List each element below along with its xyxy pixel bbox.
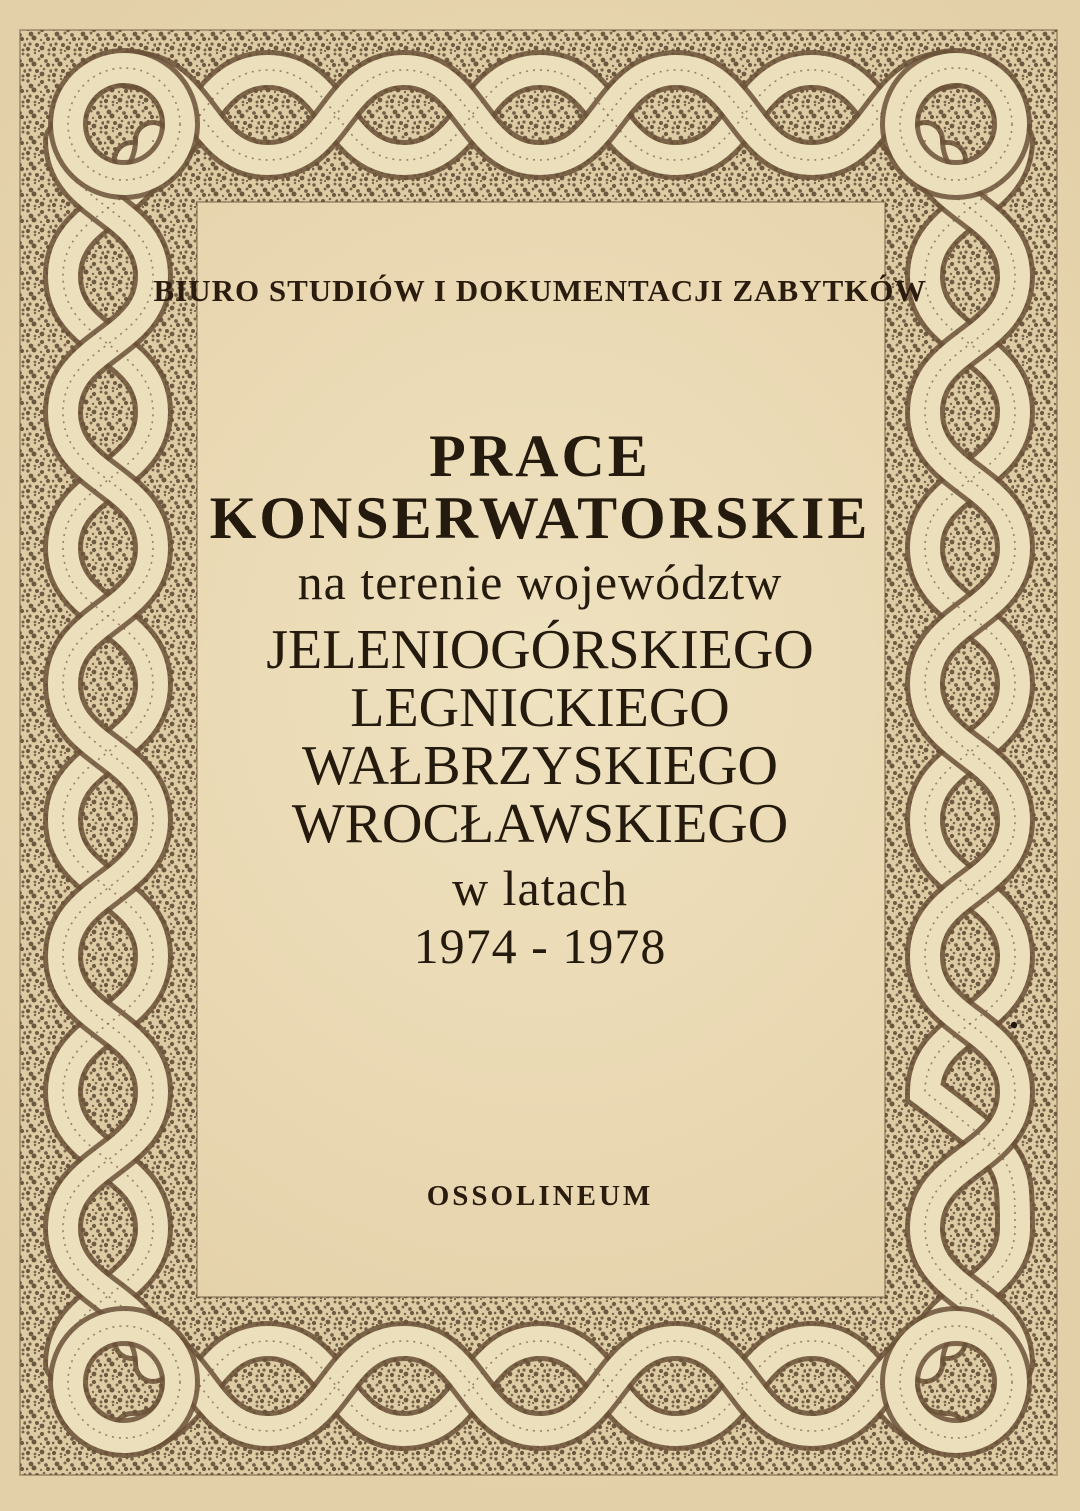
title-line-1: PRACE xyxy=(429,423,651,489)
title-block xyxy=(0,425,1080,975)
title-range-prefix: w latach xyxy=(452,860,628,916)
publisher-bottom: OSSOLINEUM xyxy=(426,1180,654,1212)
title-subtitle: na terenie województw xyxy=(297,554,783,610)
title-line-2: KONSERWATORSKIE xyxy=(209,485,871,551)
region-walbrzyskiego: WAŁBRZYSKIEGO xyxy=(302,735,778,797)
region-wroclawskiego: WROCŁAWSKIEGO xyxy=(291,793,789,855)
region-legnickiego: LEGNICKIEGO xyxy=(350,677,730,739)
region-jeleniogorskiego: JELENIOGÓRSKIEGO xyxy=(266,619,814,681)
publisher-top: BIURO STUDIÓW I DOKUMENTACJI ZABYTKÓW xyxy=(153,273,927,308)
title-years: 1974 - 1978 xyxy=(413,918,667,974)
